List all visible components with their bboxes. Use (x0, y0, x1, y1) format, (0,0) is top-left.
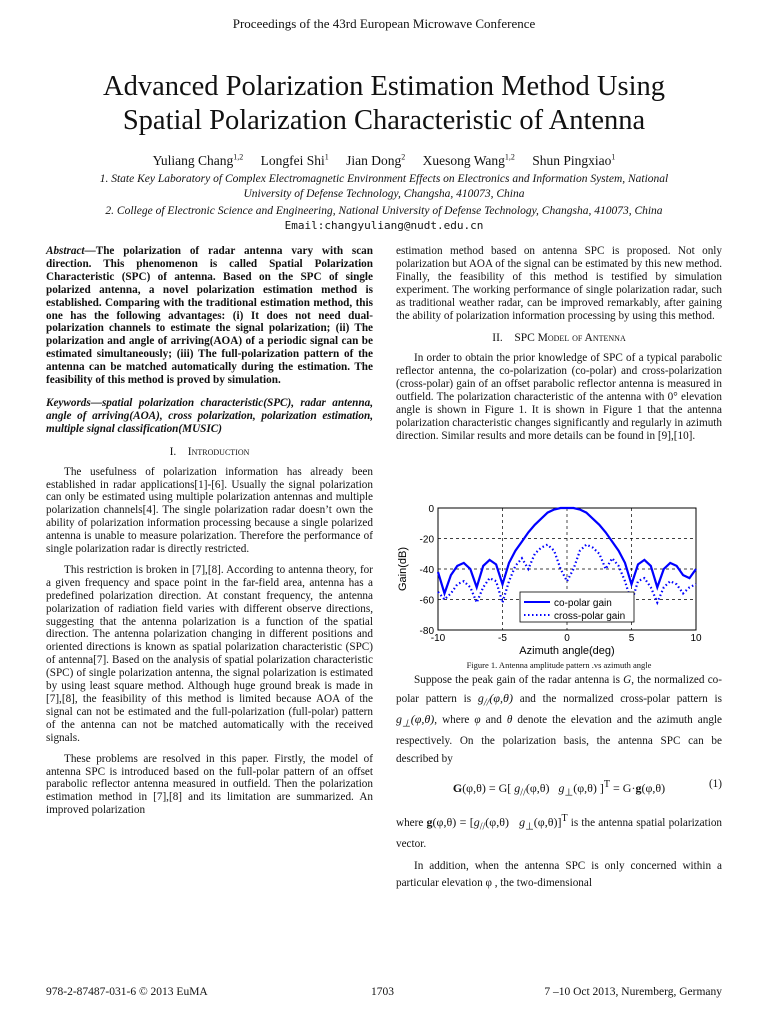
y-tick-label: -20 (419, 534, 434, 546)
page-number: 1703 (371, 986, 394, 998)
author-email: Email:changyuliang@nudt.edu.cn (284, 219, 484, 232)
intro-paragraph-1: The usefulness of polarization information has already been established in radar applications[1]-[6]. Usually the signal polarization can only be estimated using multiple polarization antennas and multiple polarization channels[4]. The single polarization radar doesn’t own the ability of polarization information processing because a single polarized antenna is unable to measure polarization. Therefore the performance of single polarization radar is directly restricted. (46, 465, 373, 556)
affiliation-1: 1. State Key Laboratory of Complex Electromagnetic Environment Effects on Electronics and Information System, National University of Defense Technology, Changsha, 410073, China (99, 173, 669, 200)
title-line-1: Advanced Polarization Estimation Method Using (103, 71, 665, 102)
equation-1: G(φ,θ) = G[ $g_{//}(\varphi,\theta)$ $g_\perp(\varphi,\theta) ]^T = G\cdot g(\varphi,\theta)$ (1) (452, 778, 722, 799)
intro-paragraph-2: This restriction is broken in [7],[8]. According to antenna theory, for a given frequency and space point in the far-field area, antenna has a predefined polarization direction. At constant frequency, the antenna polarization of radiation field varies with different observe directions, suggesting that the antenna polarization is a function of the spatial direction. The antenna polarization changing in different positions and oriented directions is known as spatial polarization characteristic (SPC) of antenna[7]. Based on the analysis of spatial polarization characteristic (SPC) of single polarization antenna, the signal polarization is estimated by using least square method. Although huge ground break is made in [7],[8], the feasibility of this method is limited because AOA of the signal can not be estimated and the full-polarization (full-polar) pattern of the antenna can not be matched automatically with the received signals. (46, 563, 373, 744)
x-tick-label: -5 (498, 633, 507, 644)
section-heading-spc-model: II. SPC Model of Antenna (492, 332, 626, 345)
x-tick-label: -10 (430, 633, 446, 644)
intro-paragraph-3: These problems are resolved in this paper. Firstly, the model of antenna SPC is introduced based on the full-polar pattern of an offset parabolic reflector antenna measured in outfield. Then the polarization estimation method in [7],[8] and its limitation are summarized. An improved polarization (46, 752, 373, 817)
y-tick-label: -60 (419, 595, 434, 607)
keywords: Keywords—spatial polarization characteristic(SPC), radar antenna, angle of arriving(AOA), cross polarization, polarization estimation, multiple signal classification(MUSIC) (46, 396, 373, 435)
spc-paragraph-3: where $g(\varphi,\theta) = [g_{//}(\varphi,\theta)$ $g_\perp(\varphi,\theta)]^T$ is the antenna spatial polarization vector. (396, 813, 723, 851)
right-column-lower (396, 672, 722, 893)
legend-entry: co-polar gain (554, 598, 612, 609)
y-tick-label: 0 (428, 504, 434, 515)
author: Yuliang Chang$^{1,2}$ (152, 152, 244, 168)
legend-entry: cross-polar gain (554, 611, 626, 622)
y-tick-label: -80 (419, 626, 434, 637)
author: Jian Dong$^2$ (346, 152, 406, 168)
x-tick-label: 5 (628, 633, 635, 644)
figure-caption: Figure 1. Antenna amplitude pattern .vs azimuth angle (466, 660, 652, 670)
abstract: Abstract—The polarization of radar antenna vary with scan direction. This phenomenon is called Spatial Polarization Characteristic (SPC) of antenna. Based on the SPC of single polarized antenna, a novel polarization estimation method is established. Comparing with the traditional estimation method, this one has the following advantages: (i) It does not need dual-polarization channels to estimate the signal polarization; (ii) The polarization and angle of arriving(AOA) of a periodic signal can be estimated simultaneously; (iii) The full-polarization pattern of the antenna can be matched automatically during the estimation. The feasibility of this method is proved by simulation. (46, 245, 373, 387)
x-tick-label: 0 (564, 633, 570, 644)
author-list (40, 152, 728, 169)
author: Xuesong Wang$^{1,2}$ (422, 152, 515, 168)
author: Shun Pingxiao$^1$ (532, 152, 616, 168)
y-axis-label: Gain(dB) (397, 546, 409, 592)
spc-paragraph-4: In addition, when the antenna SPC is only concerned within a particular elevation φ , the two-dimensional (396, 859, 722, 890)
intro-paragraph-continued: estimation method based on antenna SPC is proposed. Not only polarization but AOA of the signal can be estimated by this new method. Finally, the feasibility of this method is testified by simulation experiment. The working performance of single polarization radar, such as traditional weather radar, can be improved remarkably, after gaining the ability of polarization information processing by using this method. (396, 245, 722, 322)
right-column (396, 245, 722, 443)
title-line-2: Spatial Polarization Characteristic of Antenna (122, 105, 646, 136)
spc-paragraph-1: In order to obtain the prior knowledge of SPC of a typical parabolic reflector antenna, the co-polarization (co-polar) and cross-polarization (cross-polar) gain of an offset parabolic reflector antenna is measured in outfield. The polarization characteristic of the antenna with 0° elevation angle is shown in Figure 1. It is shown in Figure 1 that the antenna polarization characteristic changes significantly and regularly in azimuth direction. Similar results and more details can be found in [9],[10]. (396, 352, 722, 442)
paper-title (40, 70, 728, 138)
author: Longfei Shi$^1$ (260, 152, 329, 168)
footer-isbn: 978-2-87487-031-6 © 2013 EuMA (46, 986, 208, 998)
left-column (46, 245, 373, 817)
footer-date-location: 7 –10 Oct 2013, Nuremberg, Germany (544, 986, 722, 998)
x-axis-label: Azimuth angle(deg) (519, 645, 615, 657)
spc-paragraph-2: Suppose the peak gain of the radar antenna is G, the normalized co-polar pattern is $g_{//}(\varphi,\theta)$ and the normalized cross-polar pattern is $g_\perp(\varphi,\theta)$, where φ and θ denote the elevation and the azimuth angle respectively. On the polarization basis, the antenna SPC can be described by (396, 674, 723, 765)
y-tick-label: -40 (419, 565, 434, 576)
section-heading-introduction: I. Introduction (169, 445, 250, 458)
affiliation-2: 2. College of Electronic Science and Engineering, National University of Defense Technology, Changsha, 410073, China (105, 205, 663, 217)
x-tick-label: 10 (690, 633, 702, 644)
conference-header: Proceedings of the 43rd European Microwave Conference (232, 16, 536, 31)
antenna-pattern-chart (396, 500, 726, 660)
